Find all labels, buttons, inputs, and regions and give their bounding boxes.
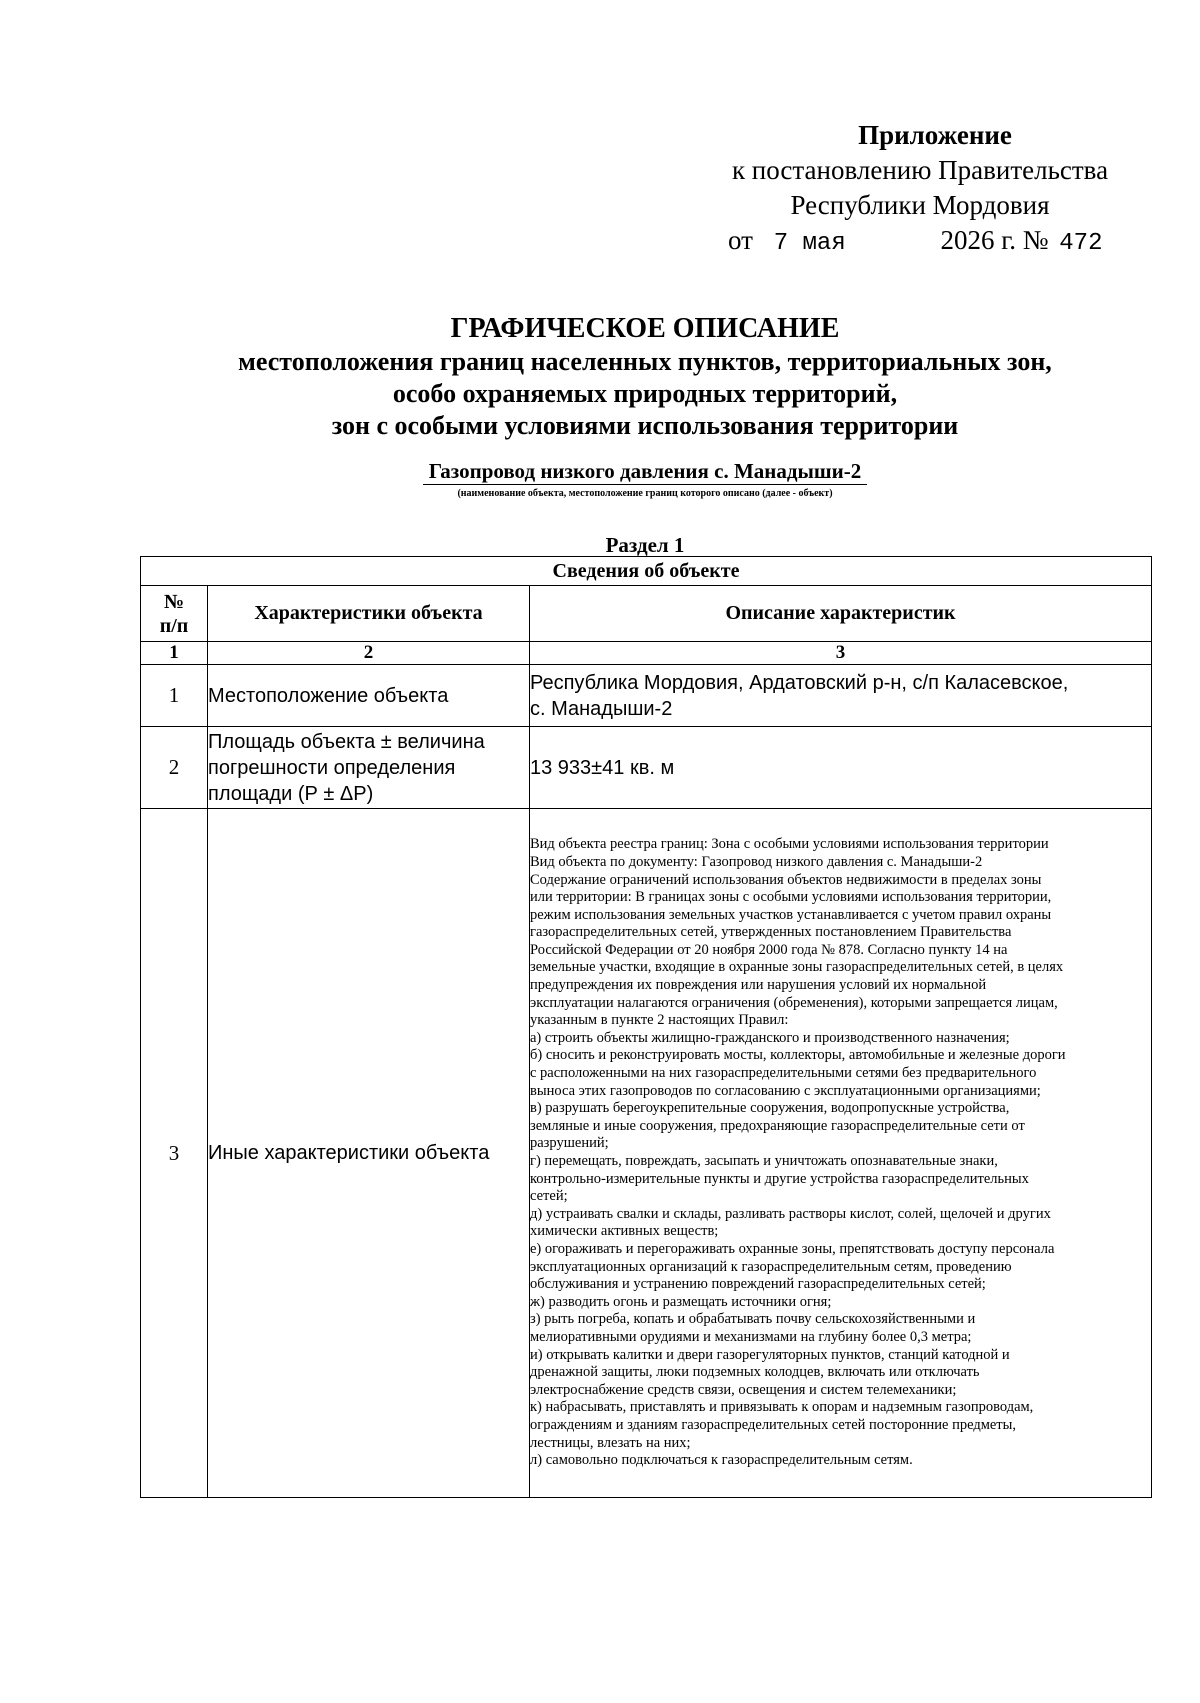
- description-line: электроснабжение средств связи, освещения и систем телемеханики;: [530, 1381, 957, 1398]
- row-characteristic: Иные характеристики объекта: [208, 809, 530, 1498]
- description-line: в) разрушать берегоукрепительные сооружения, водопропускные устройства,: [530, 1100, 1010, 1117]
- appendix-line-2: Республики Мордовия: [790, 190, 1050, 220]
- description-line: л) самовольно подключаться к газораспределительным сетям.: [530, 1452, 913, 1469]
- description-line: з) рыть погреба, копать и обрабатывать почву сельскохозяйственными и: [530, 1311, 976, 1328]
- description-line: лестницы, влезать на них;: [530, 1434, 691, 1451]
- table-row: [141, 665, 1152, 727]
- description-line: Российской Федерации от 20 ноября 2000 года № 878. Согласно пункту 14 на: [530, 941, 1008, 958]
- description-line: химически активных веществ;: [530, 1223, 719, 1240]
- appendix-line-1: к постановлению Правительства: [731, 155, 1109, 185]
- description-line: к) набрасывать, приставлять и привязывать к опорам и надземным газопроводам,: [530, 1399, 1034, 1416]
- table-row: [141, 727, 1152, 809]
- appendix-date-line: [700, 223, 1140, 261]
- table-caption: Сведения об объекте: [141, 557, 1152, 586]
- row-characteristic: [208, 727, 530, 809]
- column-number-row: [141, 642, 1152, 665]
- from-label: от: [728, 225, 753, 255]
- description-line: или территории: В границах зоны с особыми условиями использования территории,: [530, 889, 1052, 906]
- description-line: дренажной защиты, люки подземных колодцев, включать или отключать: [530, 1364, 980, 1381]
- document-subtitle-2: особо охраняемых природных территорий,: [392, 379, 898, 408]
- description-line: газораспределительных сетей, утвержденных постановлением Правительства: [530, 924, 1012, 941]
- column-number: 3: [530, 642, 1152, 665]
- table-row: [141, 809, 1152, 1498]
- description-line: земляные и иные сооружения, предохраняющие газораспределительные сети от: [530, 1117, 1025, 1134]
- description-line: указанным в пункте 2 настоящих Правил:: [530, 1012, 789, 1029]
- description-line: Содержание ограничений использования объектов недвижимости в пределах зоны: [530, 871, 1042, 888]
- resolution-year: 2026 г. №: [940, 225, 1049, 255]
- description-line: с. Манадыши-2: [530, 697, 673, 720]
- object-name-note: (наименование объекта, местоположение границ которого описано (далее - объект): [457, 488, 833, 499]
- header-characteristic: Характеристики объекта: [208, 586, 530, 642]
- document-title: ГРАФИЧЕСКОЕ ОПИСАНИЕ: [450, 313, 840, 344]
- description-line: б) сносить и реконструировать мосты, коллекторы, автомобильные и железные дороги: [530, 1047, 1066, 1064]
- row-description: [530, 665, 1152, 727]
- description-line: эксплуатационных организаций к газораспределительным сетям, проведению: [530, 1258, 1012, 1275]
- description-line: ограждениям и зданиям газораспределительных сетей посторонние предметы,: [530, 1416, 1017, 1433]
- characteristic-line: площади (Р ± ΔР): [208, 782, 374, 805]
- object-name: Газопровод низкого давления с. Манадыши-2: [423, 458, 867, 485]
- row-characteristic: Местоположение объекта: [208, 665, 530, 727]
- column-number: 2: [208, 642, 530, 665]
- document-title-block: [140, 312, 1150, 442]
- description-line: сетей;: [530, 1188, 568, 1205]
- object-name-block: [140, 458, 1150, 501]
- column-number: 1: [141, 642, 208, 665]
- document-subtitle-1: местоположения границ населенных пунктов, территориальных зон,: [238, 347, 1052, 376]
- description-line: а) строить объекты жилищно-гражданского и производственного назначения;: [530, 1029, 1010, 1046]
- description-line: е) огораживать и перегораживать охранные зоны, препятствовать доступу персонала: [530, 1240, 1055, 1257]
- header-description: Описание характеристик: [530, 586, 1152, 642]
- description-line: контрольно-измерительные пункты и другие устройства газораспределительных: [530, 1170, 1029, 1187]
- document-subtitle-3: зон с особыми условиями использования территории: [331, 411, 959, 440]
- characteristic-line: погрешности определения: [208, 756, 456, 779]
- row-number: 1: [141, 665, 208, 727]
- resolution-date: 7 мая: [773, 230, 846, 257]
- description-line: мелиоративными орудиями и механизмами на глубину более 0,3 метра;: [530, 1328, 972, 1345]
- row-number: 2: [141, 727, 208, 809]
- table-caption-row: [141, 557, 1152, 586]
- description-line: и) открывать калитки и двери газорегуляторных пунктов, станций катодной и: [530, 1346, 1010, 1363]
- appendix-title: Приложение: [858, 120, 1012, 150]
- row-number: 3: [141, 809, 208, 1498]
- description-line: Республика Мордовия, Ардатовский р-н, с/п Каласевское,: [530, 671, 1069, 694]
- description-line: ж) разводить огонь и размещать источники огня;: [530, 1293, 832, 1310]
- header-number: № п/п: [141, 586, 208, 642]
- description-line: Вид объекта по документу: Газопровод низкого давления с. Манадыши-2: [530, 853, 983, 870]
- description-line: земельные участки, входящие в охранные зоны газораспределительных сетей, в целях: [530, 959, 1064, 976]
- description-line: эксплуатации налагаются ограничения (обременения), которыми запрещается лицам,: [530, 994, 1058, 1011]
- table-header-row: [141, 586, 1152, 642]
- description-line: г) перемещать, повреждать, засыпать и уничтожать опознавательные знаки,: [530, 1153, 998, 1169]
- object-info-table: [140, 556, 1152, 1498]
- description-line: Вид объекта реестра границ: Зона с особыми условиями использования территории: [530, 836, 1049, 853]
- description-line: обслуживания и устранению повреждений газораспределительных сетей;: [530, 1276, 986, 1293]
- characteristic-line: Площадь объекта ± величина: [208, 730, 485, 753]
- row-description: 13 933±41 кв. м: [530, 727, 1152, 809]
- row-description-long: [530, 809, 1152, 1498]
- description-line: д) устраивать свалки и склады, разливать растворы кислот, солей, щелочей и других: [530, 1205, 1051, 1222]
- description-line: режим использования земельных участков устанавливается с учетом правил охраны: [530, 906, 1052, 923]
- appendix-header: [700, 118, 1140, 261]
- description-line: выноса этих газопроводов по согласованию с эксплуатационными организациями;: [530, 1082, 1041, 1099]
- resolution-number: 472: [1059, 230, 1103, 257]
- description-line: предупреждения их повреждения или нарушения условий их нормальной: [530, 977, 987, 994]
- description-line: разрушений;: [530, 1135, 609, 1152]
- section-label: Раздел 1: [605, 533, 685, 557]
- description-line: с расположенными на них газораспределительными сетями без предварительного: [530, 1065, 1037, 1082]
